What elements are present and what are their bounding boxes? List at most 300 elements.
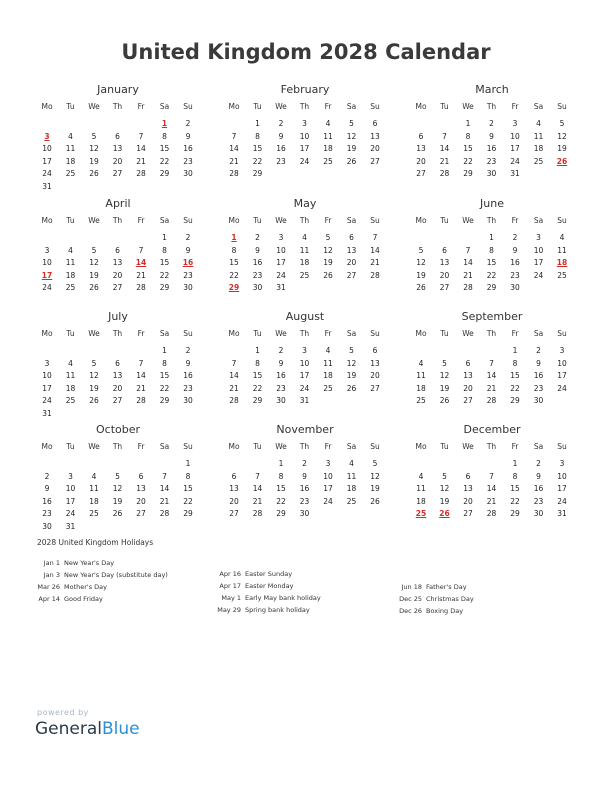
day-cell: 11	[533, 131, 544, 141]
day-cell: 17	[533, 258, 544, 267]
day-cell: 29	[252, 169, 263, 178]
day-cell: 21	[136, 270, 146, 280]
weekday-label: Th	[299, 442, 310, 451]
day-cell: 26	[112, 509, 123, 518]
month-name: August	[285, 310, 325, 323]
day-cell: 5	[349, 346, 354, 355]
day-cell: 7	[162, 471, 167, 481]
day-cell: 8	[162, 358, 167, 368]
weekday-label: Tu	[66, 329, 75, 338]
day-cell: 10	[42, 144, 52, 153]
day-cell: 21	[486, 496, 497, 506]
weekday-label: Mo	[228, 442, 240, 451]
weekday-label: Sa	[533, 102, 544, 111]
weekday-label: Mo	[228, 329, 240, 338]
month-name: March	[475, 83, 509, 96]
holiday-name: Spring bank holiday	[245, 606, 310, 614]
holiday-day-cell: 25	[415, 509, 427, 518]
day-cell: 10	[65, 484, 76, 493]
day-cell: 28	[229, 396, 239, 405]
day-cell: 21	[439, 156, 450, 166]
day-cell: 13	[416, 144, 426, 153]
weekday-label: Su	[183, 216, 193, 225]
day-cell: 27	[112, 283, 123, 292]
weekday-label: Tu	[253, 442, 262, 451]
day-cell: 5	[115, 471, 120, 481]
day-cell: 21	[486, 383, 497, 393]
weekday-label: We	[462, 442, 474, 451]
day-cell: 17	[557, 371, 567, 380]
day-cell: 3	[278, 233, 284, 242]
day-cell: 16	[183, 371, 193, 380]
day-cell: 17	[42, 383, 52, 393]
day-cell: 6	[115, 358, 120, 368]
day-cell: 17	[557, 484, 567, 493]
day-cell: 8	[278, 471, 284, 481]
day-cell: 3	[44, 358, 50, 368]
day-cell: 7	[442, 131, 447, 141]
weekday-label: Su	[370, 216, 380, 225]
day-cell: 27	[112, 396, 123, 405]
day-cell: 22	[510, 383, 520, 393]
day-cell: 8	[255, 358, 260, 368]
day-cell: 24	[42, 396, 52, 405]
day-cell: 24	[510, 156, 520, 166]
day-cell: 18	[416, 383, 426, 393]
day-cell: 14	[370, 245, 380, 255]
day-cell: 14	[159, 484, 170, 493]
day-cell: 20	[439, 270, 450, 280]
day-cell: 1	[489, 233, 494, 242]
weekday-label: Mo	[415, 216, 427, 225]
day-cell: 28	[486, 396, 497, 405]
weekday-label: Th	[112, 329, 123, 338]
day-cell: 17	[299, 144, 310, 153]
weekday-label: Sa	[346, 442, 357, 451]
day-cell: 8	[162, 131, 167, 141]
holiday-day-cell: 3	[44, 131, 50, 141]
holiday-date: Dec 25	[399, 595, 422, 603]
weekday-label: Tu	[253, 329, 262, 338]
day-cell: 23	[183, 156, 193, 166]
day-cell: 14	[439, 144, 450, 153]
day-cell: 27	[370, 156, 380, 166]
day-cell: 7	[489, 358, 494, 368]
month-september	[410, 310, 574, 420]
day-cell: 7	[231, 131, 237, 141]
weekday-label: Th	[486, 442, 497, 451]
weekday-label: Mo	[228, 216, 240, 225]
day-cell: 30	[486, 169, 497, 178]
day-cell: 20	[229, 496, 239, 506]
day-cell: 3	[44, 245, 50, 255]
day-cell: 25	[65, 283, 76, 292]
day-cell: 23	[299, 496, 310, 506]
day-cell: 3	[302, 119, 307, 128]
day-cell: 26	[323, 270, 333, 280]
day-cell: 22	[276, 496, 286, 506]
weekday-label: We	[275, 102, 287, 111]
day-cell: 4	[68, 358, 73, 368]
day-cell: 16	[276, 371, 286, 380]
weekday-label: Tu	[66, 216, 75, 225]
day-cell: 20	[370, 144, 380, 153]
weekday-label: Th	[486, 216, 497, 225]
day-cell: 14	[136, 144, 146, 153]
day-cell: 6	[115, 131, 120, 141]
day-cell: 1	[162, 233, 167, 242]
weekday-label: Th	[486, 329, 497, 338]
day-cell: 12	[89, 144, 99, 153]
day-cell: 18	[416, 496, 426, 506]
day-cell: 29	[463, 169, 473, 178]
day-cell: 21	[159, 496, 170, 506]
holiday-name: Mother's Day	[64, 583, 107, 591]
holiday-name: Boxing Day	[426, 607, 464, 615]
day-cell: 9	[185, 245, 191, 255]
day-cell: 23	[276, 156, 286, 166]
day-cell: 10	[276, 245, 286, 255]
day-cell: 27	[112, 169, 123, 178]
day-cell: 4	[536, 119, 541, 128]
day-cell: 22	[229, 270, 239, 280]
day-cell: 11	[89, 484, 99, 493]
brand-logo[interactable]	[35, 719, 140, 739]
day-cell: 17	[276, 258, 286, 267]
weekday-label: Th	[299, 102, 310, 111]
day-cell: 12	[112, 484, 123, 493]
day-cell: 9	[255, 245, 260, 255]
day-cell: 31	[299, 396, 310, 405]
day-cell: 28	[159, 509, 170, 518]
day-cell: 25	[299, 270, 310, 280]
day-cell: 2	[489, 119, 494, 128]
day-cell: 25	[323, 156, 333, 166]
day-cell: 6	[115, 245, 120, 255]
holiday-day-cell: 29	[228, 283, 240, 292]
day-cell: 15	[229, 258, 239, 267]
day-cell: 19	[439, 383, 450, 393]
day-cell: 21	[370, 258, 380, 267]
day-cell: 29	[159, 283, 170, 292]
day-cell: 15	[183, 484, 193, 493]
day-cell: 28	[136, 169, 146, 178]
day-cell: 2	[302, 459, 307, 468]
day-cell: 15	[463, 144, 473, 153]
powered-by-label: powered by	[37, 708, 89, 717]
day-cell: 27	[439, 283, 450, 292]
holiday-day-cell: 17	[41, 270, 53, 280]
day-cell: 10	[323, 471, 333, 481]
day-cell: 16	[533, 484, 544, 493]
weekday-label: We	[462, 329, 474, 338]
day-cell: 31	[510, 169, 520, 178]
month-july	[36, 310, 200, 420]
month-name: June	[480, 197, 504, 210]
day-cell: 26	[346, 156, 357, 166]
day-cell: 10	[42, 258, 52, 267]
day-cell: 26	[89, 169, 99, 178]
day-cell: 31	[276, 283, 286, 292]
day-cell: 5	[349, 119, 354, 128]
day-cell: 11	[557, 245, 567, 255]
day-cell: 18	[323, 144, 333, 153]
weekday-label: Su	[557, 442, 567, 451]
weekday-label: Su	[370, 102, 380, 111]
day-cell: 10	[557, 471, 567, 481]
day-cell: 13	[229, 484, 239, 493]
weekday-label: Su	[183, 442, 193, 451]
holiday-date: Apr 16	[219, 570, 241, 578]
day-cell: 7	[231, 358, 237, 368]
holiday-day-cell: 18	[556, 258, 568, 267]
day-cell: 5	[442, 358, 447, 368]
weekday-label: Tu	[66, 102, 75, 111]
weekday-label: We	[275, 442, 287, 451]
day-cell: 31	[42, 181, 52, 191]
day-cell: 4	[325, 346, 331, 355]
weekday-label: Th	[112, 102, 123, 111]
day-cell: 25	[416, 396, 426, 405]
day-cell: 20	[112, 156, 123, 166]
day-cell: 14	[252, 484, 263, 493]
weekday-label: Sa	[533, 442, 544, 451]
day-cell: 4	[302, 233, 307, 242]
day-cell: 8	[512, 471, 518, 481]
day-cell: 3	[68, 471, 73, 481]
day-cell: 25	[533, 156, 544, 166]
day-cell: 30	[42, 521, 52, 531]
weekday-label: Sa	[159, 216, 170, 225]
month-february	[223, 83, 387, 193]
month-name: December	[463, 423, 521, 436]
holiday-day-cell: 1	[161, 119, 168, 128]
day-cell: 4	[68, 245, 73, 255]
day-cell: 11	[299, 245, 310, 255]
holiday-name: New Year's Day (substitute day)	[64, 571, 168, 579]
day-cell: 23	[276, 383, 286, 393]
day-cell: 29	[159, 169, 170, 178]
day-cell: 10	[510, 131, 520, 141]
day-cell: 24	[42, 169, 52, 178]
day-cell: 5	[325, 233, 331, 242]
day-cell: 14	[136, 371, 146, 380]
weekday-label: Sa	[346, 216, 357, 225]
day-cell: 26	[416, 283, 426, 292]
day-cell: 30	[533, 509, 544, 518]
day-cell: 22	[463, 156, 473, 166]
day-cell: 3	[559, 346, 565, 355]
day-cell: 8	[489, 245, 494, 255]
page-title: United Kingdom 2028 Calendar	[121, 40, 491, 64]
day-cell: 2	[185, 119, 191, 128]
day-cell: 15	[510, 484, 520, 493]
holiday-date: Apr 17	[219, 582, 241, 590]
weekday-label: Su	[557, 329, 567, 338]
day-cell: 24	[299, 383, 310, 393]
day-cell: 4	[68, 131, 73, 141]
day-cell: 6	[465, 358, 471, 368]
day-cell: 16	[252, 258, 263, 267]
day-cell: 9	[185, 131, 191, 141]
day-cell: 18	[65, 270, 76, 280]
day-cell: 15	[252, 371, 263, 380]
month-name: October	[95, 423, 141, 436]
day-cell: 19	[346, 371, 357, 380]
day-cell: 28	[136, 396, 146, 405]
holiday-day-cell: 16	[182, 258, 194, 267]
day-cell: 23	[183, 270, 193, 280]
weekday-label: Tu	[440, 329, 449, 338]
day-cell: 13	[136, 484, 146, 493]
day-cell: 9	[278, 358, 284, 368]
day-cell: 3	[559, 459, 565, 468]
day-cell: 1	[255, 119, 260, 128]
day-cell: 29	[510, 396, 520, 405]
day-cell: 1	[512, 459, 518, 468]
day-cell: 20	[112, 383, 123, 393]
day-cell: 19	[416, 270, 426, 280]
weekday-label: Fr	[324, 102, 332, 111]
day-cell: 22	[159, 270, 170, 280]
day-cell: 3	[325, 459, 331, 468]
day-cell: 23	[533, 496, 544, 506]
weekday-label: Th	[112, 216, 123, 225]
holiday-name: Father's Day	[426, 583, 467, 591]
month-name: November	[276, 423, 334, 436]
holiday-date: May 29	[217, 606, 241, 614]
day-cell: 23	[42, 509, 52, 518]
day-cell: 6	[465, 471, 471, 481]
weekday-label: Tu	[440, 442, 449, 451]
day-cell: 17	[42, 156, 52, 166]
day-cell: 18	[89, 496, 99, 506]
day-cell: 7	[138, 358, 144, 368]
holiday-date: Mar 26	[37, 583, 60, 591]
day-cell: 14	[229, 144, 239, 153]
day-cell: 24	[65, 509, 76, 518]
day-cell: 16	[510, 258, 520, 267]
day-cell: 21	[252, 496, 263, 506]
weekday-label: We	[88, 216, 100, 225]
day-cell: 4	[91, 471, 97, 481]
holiday-date: Jan 1	[43, 559, 60, 567]
day-cell: 15	[159, 371, 170, 380]
day-cell: 19	[323, 258, 333, 267]
day-cell: 7	[372, 233, 378, 242]
day-cell: 16	[533, 371, 544, 380]
day-cell: 21	[136, 156, 146, 166]
day-cell: 29	[183, 509, 193, 518]
weekday-label: Sa	[346, 329, 357, 338]
day-cell: 24	[557, 383, 567, 393]
day-cell: 7	[489, 471, 494, 481]
day-cell: 27	[416, 169, 426, 178]
weekday-label: Fr	[324, 329, 332, 338]
day-cell: 28	[486, 509, 497, 518]
day-cell: 26	[89, 283, 99, 292]
day-cell: 22	[183, 496, 193, 506]
day-cell: 5	[91, 358, 97, 368]
day-cell: 31	[557, 509, 567, 518]
day-cell: 18	[299, 258, 310, 267]
weekday-label: Su	[183, 102, 193, 111]
month-name: May	[293, 197, 317, 210]
day-cell: 12	[89, 258, 99, 267]
day-cell: 6	[231, 471, 237, 481]
day-cell: 6	[138, 471, 144, 481]
day-cell: 7	[465, 245, 471, 255]
day-cell: 17	[323, 484, 333, 493]
day-cell: 29	[252, 396, 263, 405]
weekday-label: Fr	[137, 102, 145, 111]
holiday-day-cell: 26	[439, 509, 450, 518]
day-cell: 20	[416, 156, 426, 166]
day-cell: 2	[44, 471, 50, 481]
day-cell: 6	[349, 233, 354, 242]
weekday-label: Fr	[324, 216, 332, 225]
weekday-label: Mo	[41, 102, 53, 111]
day-cell: 12	[346, 131, 357, 141]
day-cell: 8	[512, 358, 518, 368]
month-october	[36, 423, 200, 533]
day-cell: 9	[302, 471, 307, 481]
day-cell: 14	[463, 258, 473, 267]
day-cell: 15	[510, 371, 520, 380]
day-cell: 1	[512, 346, 518, 355]
day-cell: 20	[136, 496, 146, 506]
day-cell: 24	[299, 156, 310, 166]
day-cell: 9	[512, 245, 518, 255]
weekday-label: Fr	[137, 442, 145, 451]
day-cell: 26	[346, 383, 357, 393]
weekday-label: Su	[557, 102, 567, 111]
day-cell: 23	[252, 270, 263, 280]
weekday-label: Sa	[159, 442, 170, 451]
day-cell: 6	[442, 245, 447, 255]
day-cell: 30	[183, 396, 193, 405]
day-cell: 30	[183, 283, 193, 292]
day-cell: 16	[42, 496, 52, 506]
day-cell: 28	[252, 509, 263, 518]
day-cell: 16	[299, 484, 310, 493]
day-cell: 27	[229, 509, 239, 518]
day-cell: 30	[252, 283, 263, 292]
day-cell: 27	[136, 509, 146, 518]
day-cell: 12	[439, 484, 450, 493]
weekday-label: Fr	[137, 329, 145, 338]
day-cell: 5	[418, 245, 424, 255]
day-cell: 5	[91, 131, 97, 141]
day-cell: 2	[512, 233, 518, 242]
day-cell: 25	[65, 169, 76, 178]
day-cell: 13	[439, 258, 450, 267]
holiday-date: Jan 3	[43, 571, 60, 579]
day-cell: 1	[185, 459, 191, 468]
holiday-day-cell: 14	[135, 258, 147, 267]
month-name: April	[105, 197, 131, 210]
day-cell: 24	[533, 270, 544, 280]
holiday-day-cell: 26	[556, 156, 568, 166]
day-cell: 12	[557, 131, 567, 141]
day-cell: 1	[162, 346, 167, 355]
day-cell: 6	[372, 346, 378, 355]
day-cell: 5	[442, 471, 447, 481]
day-cell: 31	[42, 408, 52, 418]
day-cell: 14	[229, 371, 239, 380]
day-cell: 5	[559, 119, 565, 128]
day-cell: 16	[183, 144, 193, 153]
